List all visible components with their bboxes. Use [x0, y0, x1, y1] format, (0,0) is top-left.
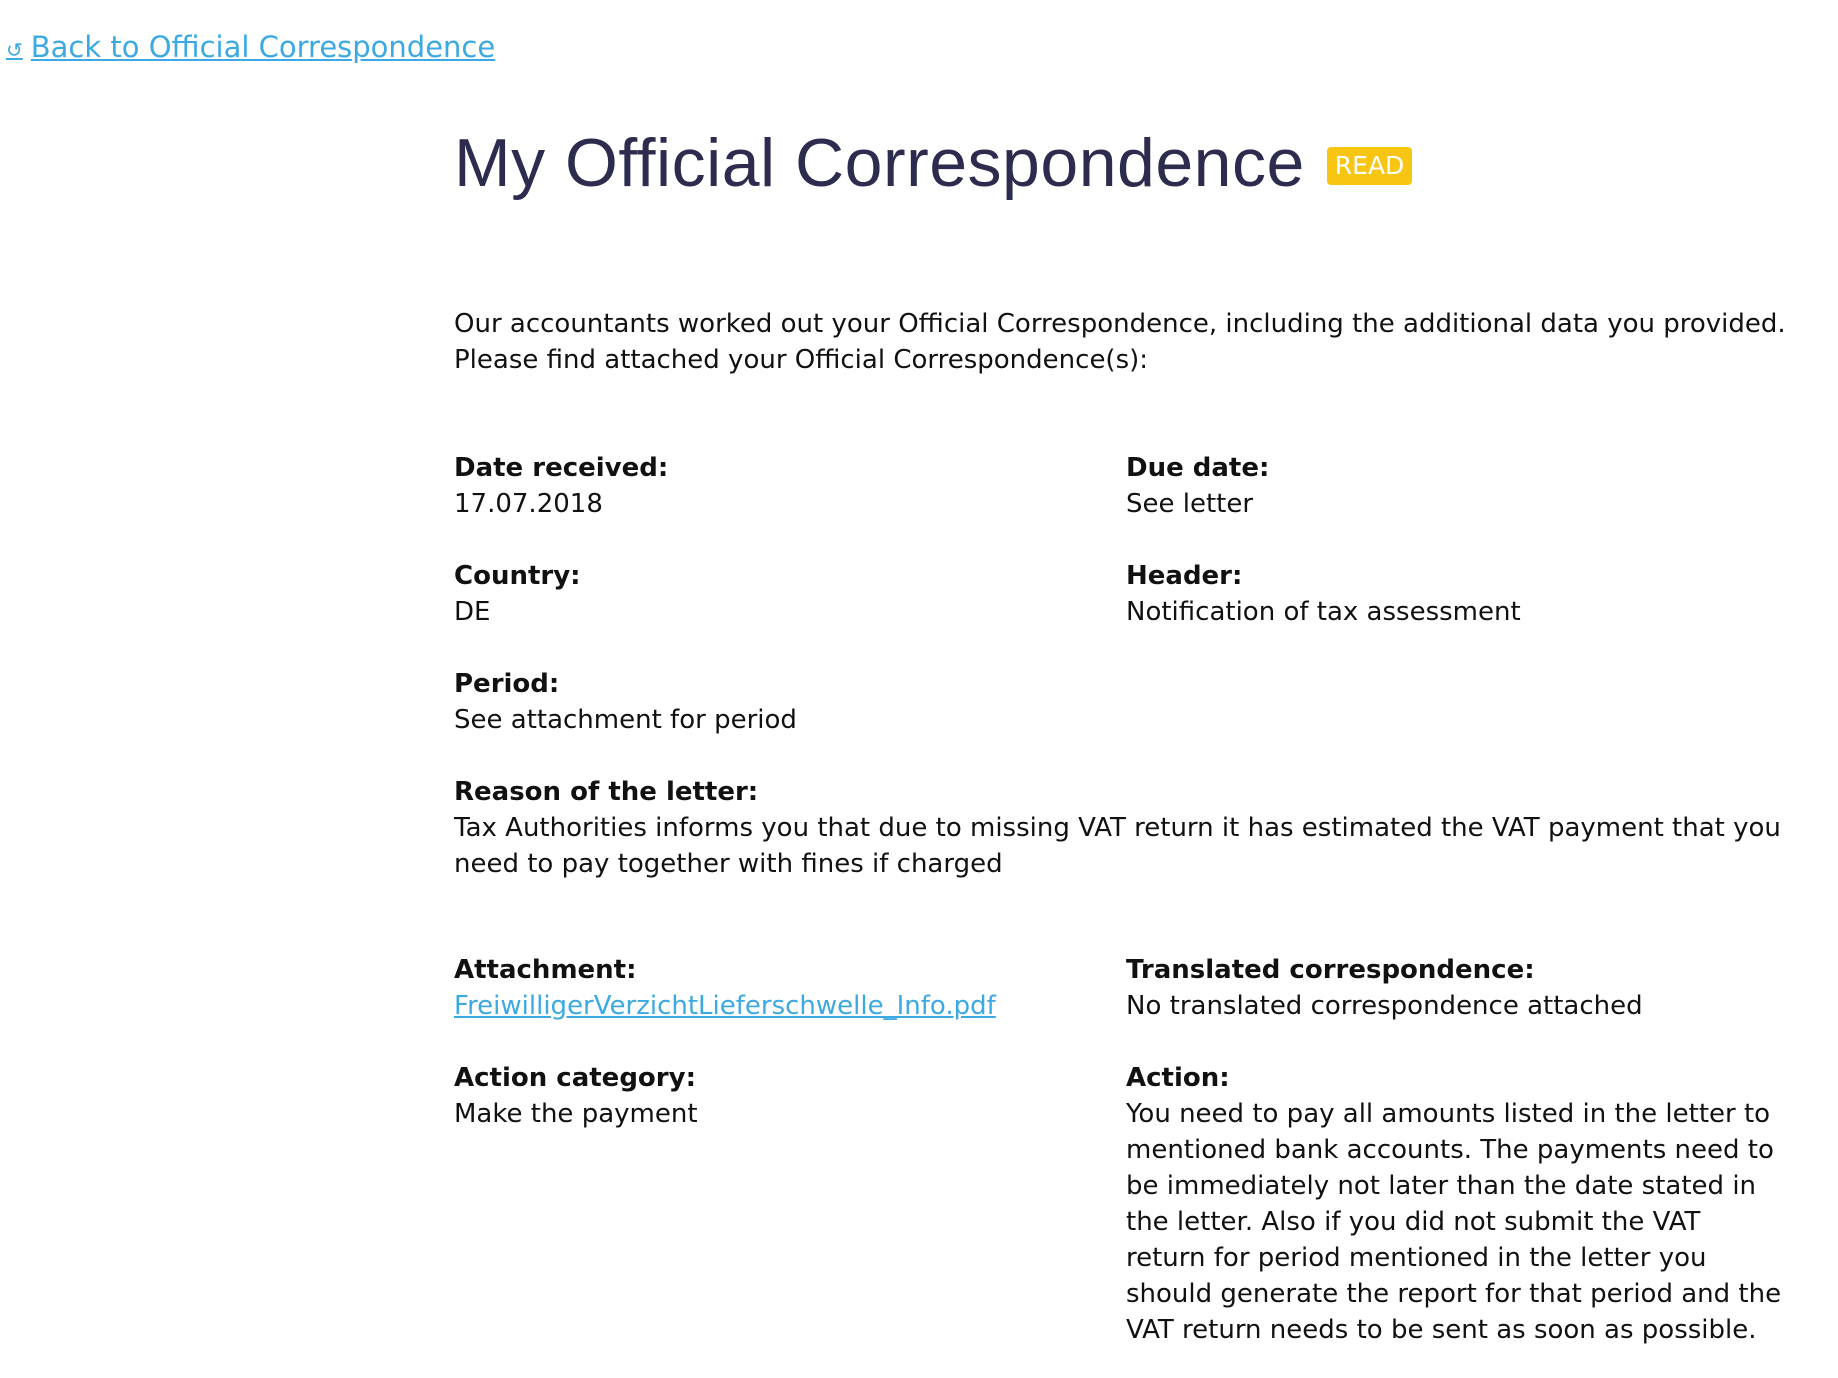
reason-field — [454, 774, 1794, 882]
action-category-label: Action category: — [454, 1063, 696, 1093]
back-link-label: Back to Official Correspondence — [30, 30, 496, 64]
back-arrow-icon: ↺ — [6, 38, 23, 62]
attachment-label: Attachment: — [454, 955, 637, 985]
due-date-label: Due date: — [1126, 453, 1270, 483]
details-grid — [454, 450, 1794, 882]
attachment-field — [454, 952, 1126, 1024]
period-value: See attachment for period — [454, 705, 797, 735]
attachment-link[interactable]: FreiwilligerVerzichtLieferschwelle_Info.pdf — [454, 991, 996, 1021]
action-label: Action: — [1126, 1063, 1230, 1093]
action-value: You need to pay all amounts listed in the letter to mentioned bank accounts. The payments need to be immediately not later than the date stated in the letter. Also if you did not submit the VAT return for period mentioned in the letter you should generate the report for that period and the VAT return needs to be sent as soon as possible. — [1126, 1099, 1782, 1345]
date-received-field — [454, 450, 1126, 522]
action-category-field — [454, 1060, 1126, 1348]
period-field — [454, 666, 1794, 738]
title-row — [454, 118, 1794, 208]
country-label: Country: — [454, 561, 581, 591]
intro-line-2: Please find attached your Official Correspondence(s): — [454, 345, 1149, 375]
translated-field — [1126, 952, 1794, 1024]
intro-text — [454, 306, 1794, 378]
header-label: Header: — [1126, 561, 1243, 591]
translated-value: No translated correspondence attached — [1126, 991, 1643, 1021]
header-value: Notification of tax assessment — [1126, 597, 1521, 627]
due-date-field — [1126, 450, 1794, 522]
reason-value: Tax Authorities informs you that due to missing VAT return it has estimated the VAT payment that you need to pay together with fines if charged — [454, 813, 1781, 879]
read-status-badge: READ — [1327, 147, 1413, 185]
reason-label: Reason of the letter: — [454, 777, 759, 807]
page-title: My Official Correspondence — [454, 125, 1305, 201]
country-field — [454, 558, 1126, 630]
date-received-value: 17.07.2018 — [454, 489, 603, 519]
header-field — [1126, 558, 1794, 630]
intro-line-1: Our accountants worked out your Official Correspondence, including the additional data you provided. — [454, 309, 1786, 339]
action-category-value: Make the payment — [454, 1099, 698, 1129]
translated-label: Translated correspondence: — [1126, 955, 1535, 985]
date-received-label: Date received: — [454, 453, 669, 483]
back-to-correspondence-link[interactable] — [6, 30, 495, 64]
due-date-value: See letter — [1126, 489, 1254, 519]
country-value: DE — [454, 597, 491, 627]
period-label: Period: — [454, 669, 560, 699]
documents-grid — [454, 952, 1794, 1348]
action-field — [1126, 1060, 1794, 1348]
main-content — [454, 118, 1794, 1348]
